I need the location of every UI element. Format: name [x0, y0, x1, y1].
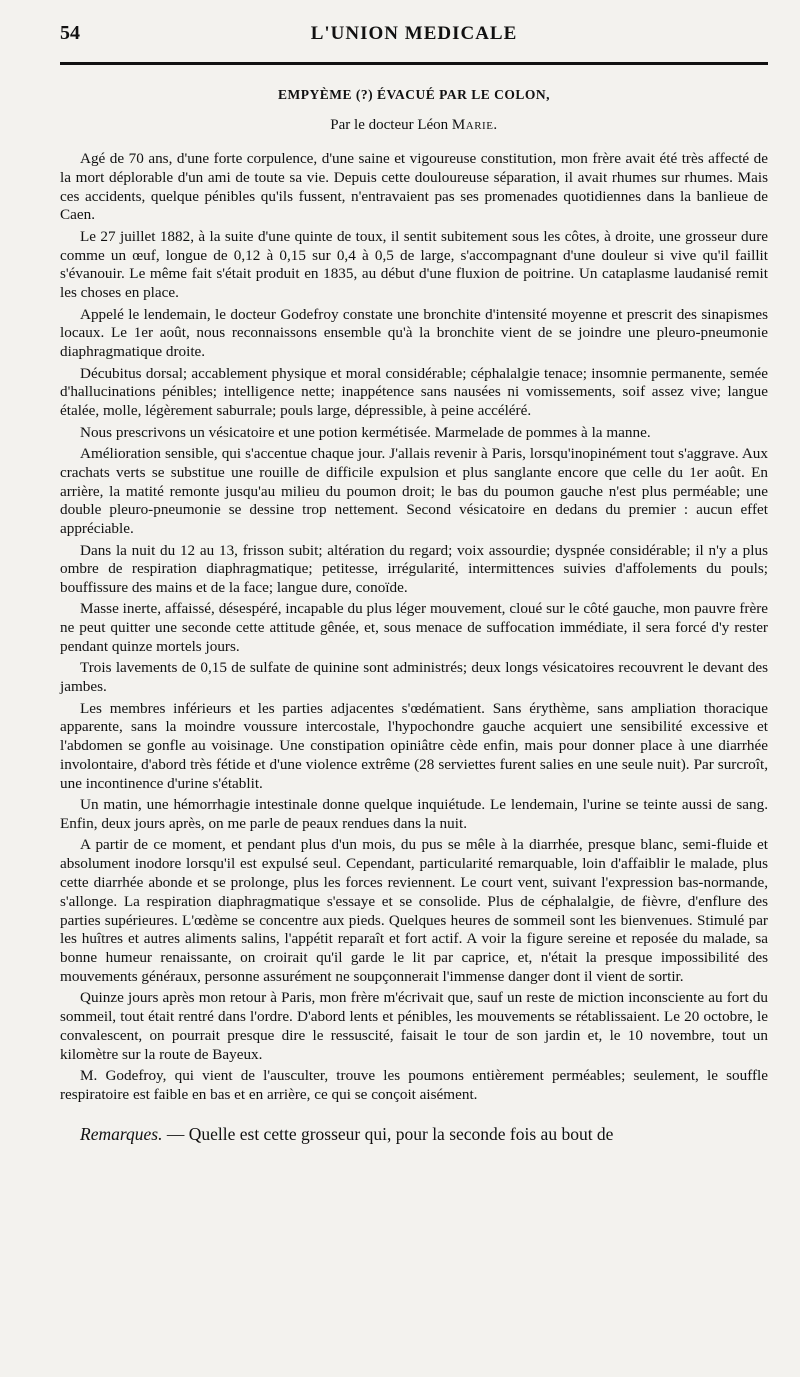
byline-prefix: Par le docteur Léon — [330, 117, 452, 133]
remarks-section — [60, 1123, 768, 1145]
header-rule — [60, 62, 768, 65]
running-head: L'UNION MEDICALE — [310, 23, 518, 44]
byline-author: Marie. — [451, 117, 498, 133]
paragraph: Trois lavements de 0,15 de sulfate de quinine sont administrés; deux longs vésicatoires recouvrent le devant des jambes. — [60, 659, 768, 696]
paragraph: M. Godefroy, qui vient de l'ausculter, trouve les poumons entièrement perméables; seulement, le souffle respiratoire est faible en bas et en arrière, ce qui se conçoit aisément. — [60, 1067, 768, 1103]
paragraph: Le 27 juillet 1882, à la suite d'une quinte de toux, il sentit subitement sous les côtes, à droite, une grosseur dure comme un œuf, longue de 0,12 à 0,15 sur 0,4 à 0,5 de large, s'accompagnant d'une douleur si vive qu'il faillit s'évanouir. Le même fait s'était produit en 1835, au début d'une fluxion de poitrine. Un cataplasme laudanisé remit les choses en place. — [60, 227, 768, 302]
article-title: EMPYÈME (?) ÉVACUÉ PAR LE COLON, — [277, 87, 550, 102]
paragraph: Les membres inférieurs et les parties adjacentes s'œdématient. Sans érythème, sans ampliation thoracique apparente, sans la moindre voussure intercostale, l'hypochondre gauche acquiert une sensibilité excessive et l'abdomen se gonfle au voisinage. Une constipation opiniâtre cède enfin, mais pour donner place à une diarrhée involontaire, d'abord très fétide et d'une violence extrême (28 serviettes furent salies en une seule nuit). Par surcroît, une incontinence d'urine s'établit. — [60, 699, 768, 792]
paragraph: Masse inerte, affaissé, désespéré, incapable du plus léger mouvement, cloué sur le côté gauche, mon pauvre frère ne peut quitter une seconde cette attitude gênée, et, sous menace de suffocation immédiate, il sera forcé d'y rester pendant quinze mortels jours. — [60, 600, 768, 656]
page-header — [60, 22, 768, 56]
article-body — [60, 150, 768, 1105]
page-number: 54 — [60, 22, 80, 44]
article-byline — [60, 117, 768, 134]
paragraph: Dans la nuit du 12 au 13, frisson subit; altération du regard; voix assourdie; dyspnée considérable; il n'y a plus ombre de respiration diaphragmatique; petitesse, irrégularité, intermittences suivies d'affolements du pouls; bouffissure des mains et de la face; langue dure, conoïde. — [60, 541, 768, 597]
remarks-text: — Quelle est cette grosseur qui, pour la seconde fois au bout de — [162, 1123, 614, 1144]
paragraph: Quinze jours après mon retour à Paris, mon frère m'écrivait que, sauf un reste de miction inconsciente au fort du sommeil, tout était rentré dans l'ordre. D'abord lents et pénibles, les mouvements se rétablissaient. Le 20 octobre, le convalescent, on pourrait presque dire le ressuscité, faisait le tour de son jardin et, le 10 novembre, tout un kilomètre sur la route de Bayeux. — [60, 989, 768, 1063]
paragraph: Un matin, une hémorrhagie intestinale donne quelque inquiétude. Le lendemain, l'urine se teinte aussi de sang. Enfin, deux jours après, on me parle de peaux rendues dans la nuit. — [60, 796, 768, 833]
paragraph: Appelé le lendemain, le docteur Godefroy constate une bronchite d'intensité moyenne et prescrit des sinapismes locaux. Le 1er août, nous reconnaissons ensemble qu'à la bronchite vient de se joindre une pleuro-pneumonie diaphragmatique droite. — [60, 305, 768, 361]
paragraph: Nous prescrivons un vésicatoire et une potion kermétisée. Marmelade de pommes à la manne. — [80, 423, 651, 441]
paragraph: Décubitus dorsal; accablement physique et moral considérable; céphalalgie tenace; insomnie permanente, semée d'hallucinations pénibles; intelligence nette; inappétence sans nausées ni vomissements, soif assez vive; langue étalée, molle, légèrement saburrale; pouls large, dépressible, à peine accéléré. — [60, 364, 768, 420]
paragraph: A partir de ce moment, et pendant plus d'un mois, du pus se mêle à la diarrhée, presque blanc, semi-fluide et absolument inodore lorsqu'il est expulsé seul. Cependant, particularité remarquable, loin d'affaiblir le malade, plus cette diarrhée abonde et se prolonge, plus les forces reviennent. Le court vent, suivant l'expression bas-normande, s'allonge. La respiration diaphragmatique s'essaye et se consolide. Plus de céphalalgie, de fièvre, d'enflure des parties supérieures. L'œdème se concentre aux pieds. Quelques heures de sommeil sont les bienvenues. Stimulé par les huîtres et autres aliments salins, l'appétit reparaît et fort actif. A voir la figure sereine et reposée du malade, sa bonne humeur renaissante, on croirait qu'il garde le lit par caprice, et, n'était la presque impossibilité des mouvements généraux, personne assurément ne soupçonnerait l'immense danger dont il vient de sortir. — [60, 836, 768, 985]
paragraph: Agé de 70 ans, d'une forte corpulence, d'une saine et vigoureuse constitution, mon frère avait été très affecté de la mort déplorable d'un ami de toute sa vie. Depuis cette douloureuse séparation, il avait rhumes sur rhumes. Mais ces accidents, quelque pénibles qu'ils fussent, n'entravaient pas ses promenades quotidiennes dans la banlieue de Caen. — [60, 150, 768, 224]
remarks-label: Remarques. — [80, 1123, 163, 1144]
paragraph: Amélioration sensible, qui s'accentue chaque jour. J'allais revenir à Paris, lorsqu'inopinément tout s'aggrave. Aux crachats verts se substitue une rouille de difficile expulsion et plus sanglante encore que celle du 1er août. En arrière, la matité remonte jusqu'au milieu du poumon droit; le bas du poumon gauche n'est plus perméable; une double pleuro-pneumonie se dessine trop nettement. Second vésicatoire en dedans du premier : aucun effet appréciable. — [60, 444, 768, 538]
